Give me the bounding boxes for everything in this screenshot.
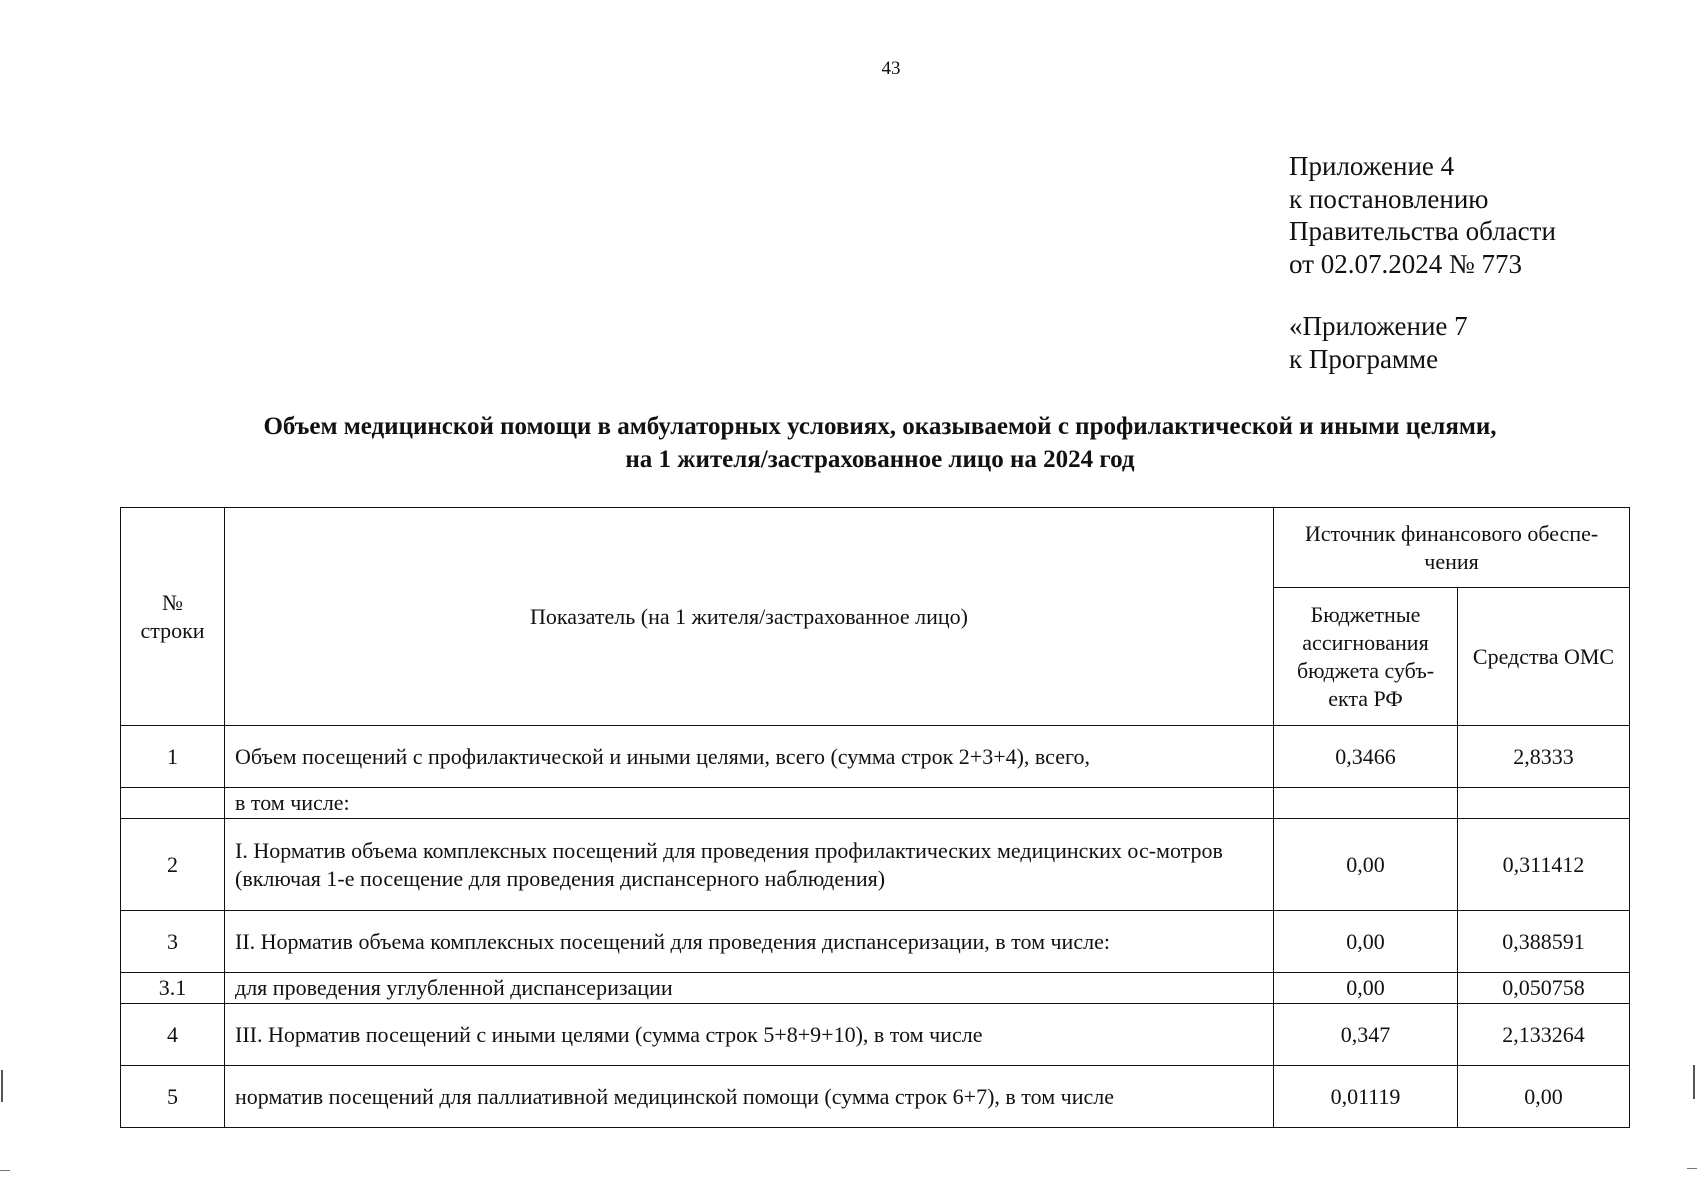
row-budget: 0,00 [1274, 911, 1458, 973]
row-number: 2 [121, 819, 225, 911]
appendix-line: от 02.07.2024 № 773 [1289, 248, 1522, 279]
scan-artifact [1687, 1168, 1697, 1169]
table-row [121, 819, 1630, 911]
row-number [121, 788, 225, 819]
appendix-line: к Программе [1289, 343, 1439, 374]
document-title [120, 410, 1640, 476]
appendix-gap [1289, 280, 1556, 310]
row-budget [1274, 788, 1458, 819]
row-budget: 0,00 [1274, 819, 1458, 911]
row-indicator: III. Норматив посещений с иными целями (сумма строк 5+8+9+10), в том числе [225, 1004, 1274, 1066]
row-oms [1458, 788, 1630, 819]
row-oms: 0,00 [1458, 1066, 1630, 1128]
header-indicator: Показатель (на 1 жителя/застрахованное лицо) [225, 508, 1274, 726]
row-number: 4 [121, 1004, 225, 1066]
table-row [121, 1066, 1630, 1128]
header-row [121, 508, 1630, 588]
row-budget: 0,01119 [1274, 1066, 1458, 1128]
row-budget: 0,3466 [1274, 726, 1458, 788]
row-indicator: норматив посещений для паллиативной медицинской помощи (сумма строк 6+7), в том числе [225, 1066, 1274, 1128]
row-number: 1 [121, 726, 225, 788]
header-oms: Средства ОМС [1458, 588, 1630, 726]
title-line: Объем медицинской помощи в амбулаторных условиях, оказываемой с профилактической и иными целями, [263, 413, 1497, 440]
row-indicator: в том числе: [225, 788, 1274, 819]
row-oms: 0,311412 [1458, 819, 1630, 911]
volume-table [120, 507, 1630, 1128]
row-number: 3 [121, 911, 225, 973]
row-oms: 0,388591 [1458, 911, 1630, 973]
row-number: 3.1 [121, 973, 225, 1004]
appendix-line: «Приложение 7 [1289, 311, 1468, 341]
appendix-block [1289, 150, 1556, 375]
scan-artifact [0, 1170, 10, 1171]
page-number: 43 [881, 58, 901, 79]
scan-artifact [1, 1070, 3, 1102]
header-financing-source: Источник финансового обеспе-чения [1274, 508, 1630, 588]
table-row [121, 911, 1630, 973]
row-budget: 0,347 [1274, 1004, 1458, 1066]
table-row [121, 726, 1630, 788]
row-indicator: Объем посещений с профилактической и иными целями, всего (сумма строк 2+3+4), всего, [225, 726, 1274, 788]
row-oms: 0,050758 [1458, 973, 1630, 1004]
table-row [121, 1004, 1630, 1066]
row-indicator: I. Норматив объема комплексных посещений для проведения профилактических медицинских ос-мотров (включая 1-е посещение для проведения диспансерного наблюдения) [225, 819, 1274, 911]
table-row [121, 788, 1630, 819]
appendix-line: Приложение 4 [1289, 151, 1455, 181]
appendix-line: Правительства области [1289, 216, 1556, 246]
row-indicator: для проведения углубленной диспансеризации [225, 973, 1274, 1004]
row-number: 5 [121, 1066, 225, 1128]
appendix-line: к постановлению [1289, 183, 1489, 214]
row-indicator: II. Норматив объема комплексных посещений для проведения диспансеризации, в том числе: [225, 911, 1274, 973]
header-budget: Бюджетные ассигнования бюджета субъ-екта РФ [1274, 588, 1458, 726]
scan-artifact [1693, 1065, 1695, 1099]
row-oms: 2,133264 [1458, 1004, 1630, 1066]
table-row [121, 973, 1630, 1004]
row-budget: 0,00 [1274, 973, 1458, 1004]
header-row-number: № строки [121, 508, 225, 726]
title-line: на 1 жителя/застрахованное лицо на 2024 год [625, 446, 1135, 473]
row-oms: 2,8333 [1458, 726, 1630, 788]
